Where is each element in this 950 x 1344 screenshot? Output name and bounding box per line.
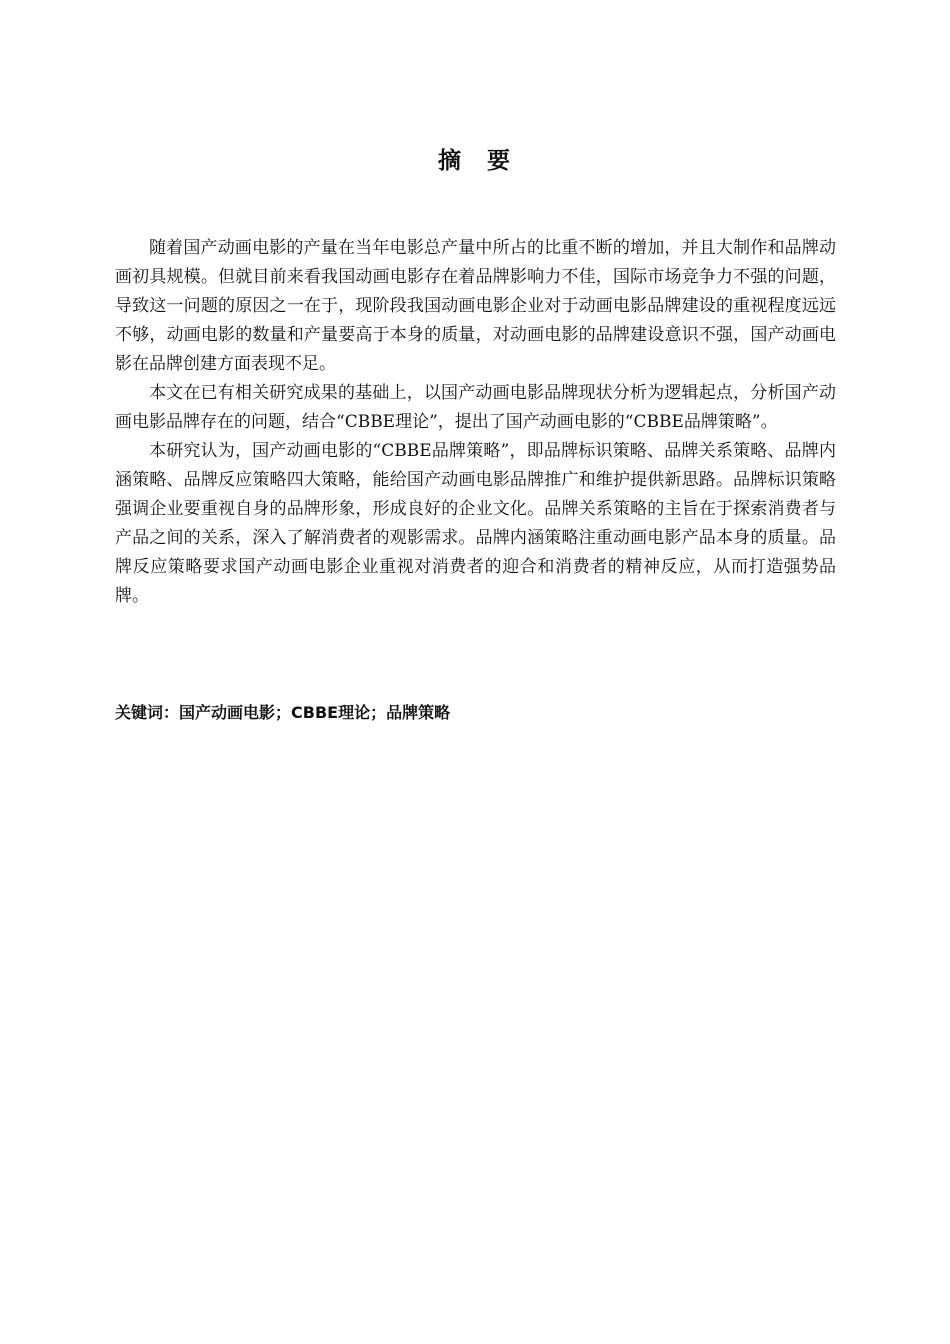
abstract-body [115, 234, 836, 611]
title-char-2: 要 [487, 148, 512, 174]
abstract-paragraph-3: 本研究认为，国产动画电影的“CBBE品牌策略”，即品牌标识策略、品牌关系策略、品牌内涵策略、品牌反应策略四大策略，能给国产动画电影品牌推广和维护提供新思路。品牌标识策略强调企业要重视自身的品牌形象，形成良好的企业文化。品牌关系策略的主旨在于探索消费者与产品之间的关系，深入了解消费者的观影需求。品牌内涵策略注重动画电影产品本身的质量。品牌反应策略要求国产动画电影企业重视对消费者的迎合和消费者的精神反应，从而打造强势品牌。 [115, 441, 836, 606]
abstract-paragraph-2: 本文在已有相关研究成果的基础上，以国产动画电影品牌现状分析为逻辑起点，分析国产动画电影品牌存在的问题，结合“CBBE理论”，提出了国产动画电影的“CBBE品牌策略”。 [115, 383, 836, 432]
title-char-1: 摘 [438, 148, 463, 174]
abstract-title [0, 142, 950, 175]
keywords-line: 关键词：国产动画电影；CBBE理论；品牌策略 [115, 703, 451, 722]
abstract-paragraph-1: 随着国产动画电影的产量在当年电影总产量中所占的比重不断的增加，并且大制作和品牌动画初具规模。但就目前来看我国动画电影存在着品牌影响力不佳，国际市场竞争力不强的问题，导致这一问题的原因之一在于，现阶段我国动画电影企业对于动画电影品牌建设的重视程度远远不够，动画电影的数量和产量要高于本身的质量，对动画电影的品牌建设意识不强，国产动画电影在品牌创建方面表现不足。 [115, 238, 836, 374]
